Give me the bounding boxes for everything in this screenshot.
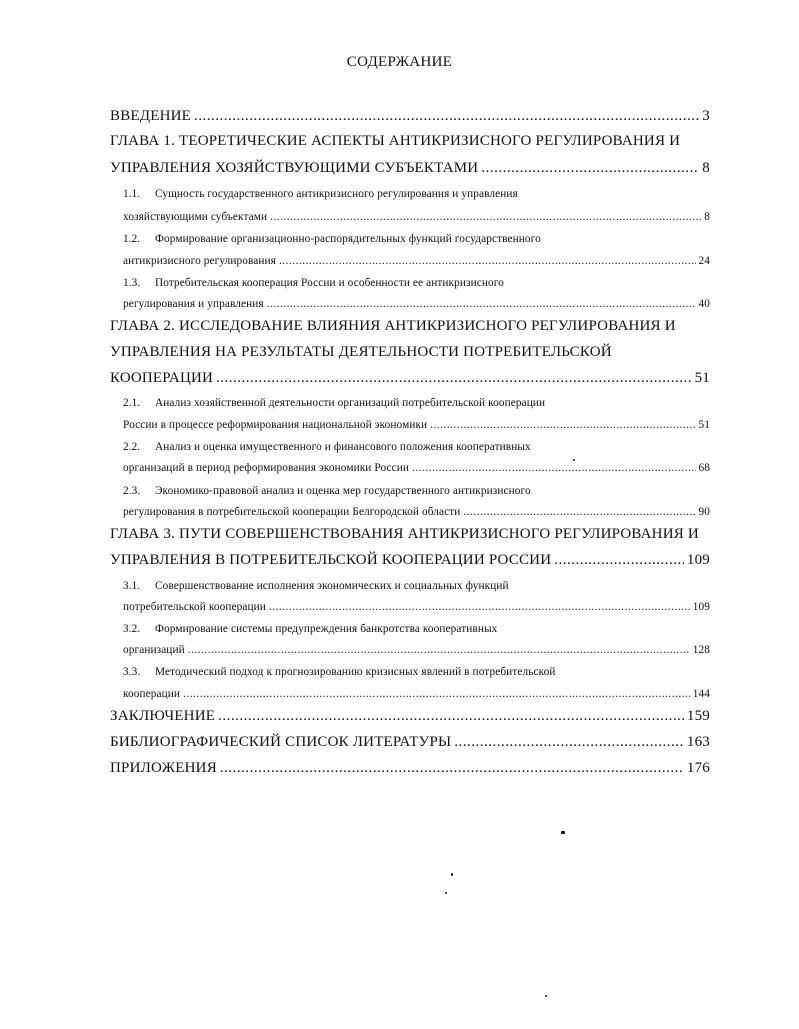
toc-section-1-3-line-2[interactable] xyxy=(123,298,710,310)
toc-section-3-2-line-2[interactable] xyxy=(123,644,710,656)
scan-speck xyxy=(445,892,447,894)
toc-entry-title: Потребительская кооперация России и особенности ее антикризисного xyxy=(155,277,504,289)
toc-section-number: 2.2. xyxy=(123,441,141,453)
page-title: СОДЕРЖАНИЕ xyxy=(346,54,453,70)
dot-leader xyxy=(554,552,684,569)
toc-section-2-2-line-2[interactable] xyxy=(123,462,710,474)
toc-section-number: 1.2. xyxy=(123,233,141,245)
dot-leader xyxy=(430,419,695,431)
toc-entry-title-continued: антикризисного регулирования xyxy=(123,255,276,267)
toc-entry-title: ВВЕДЕНИЕ xyxy=(110,108,191,124)
toc-chapter-1-line-1[interactable] xyxy=(110,133,680,150)
toc-entry-title: БИБЛИОГРАФИЧЕСКИЙ СПИСОК ЛИТЕРАТУРЫ xyxy=(110,734,452,750)
toc-section-1-2-line-2[interactable] xyxy=(123,255,710,267)
toc-entry-title: Совершенствование исполнения экономических и социальных функций xyxy=(155,580,509,592)
toc-entry-title-continued: регулирования и управления xyxy=(123,298,264,310)
dot-leader xyxy=(216,370,692,387)
toc-entry-title-continued: организаций xyxy=(123,644,185,656)
toc-entry-title-continued: КООПЕРАЦИИ xyxy=(110,370,214,386)
toc-page-number: 8 xyxy=(704,211,710,223)
toc-entry-title: Формирование организационно-распорядительных функций государственного xyxy=(155,233,541,245)
toc-entry-bibliography[interactable] xyxy=(110,734,710,751)
toc-entry-introduction[interactable] xyxy=(110,108,710,125)
dot-leader xyxy=(183,688,690,700)
toc-entry-appendices[interactable] xyxy=(110,760,710,777)
toc-entry-title: Анализ и оценка имущественного и финансового положения кооперативных xyxy=(155,441,531,453)
toc-entry-title-continued: организаций в период реформирования экономики России xyxy=(123,462,410,474)
toc-section-1-3-line-1[interactable] xyxy=(123,277,504,289)
toc-section-number: 3.1. xyxy=(123,580,141,592)
toc-section-3-1-line-1[interactable] xyxy=(123,580,509,592)
toc-entry-title-continued: хозяйствующими субъектами xyxy=(123,211,268,223)
dot-leader xyxy=(412,462,695,474)
scan-speck xyxy=(573,459,575,461)
toc-entry-title: ГЛАВА 2. ИССЛЕДОВАНИЕ ВЛИЯНИЯ АНТИКРИЗИСНОГО РЕГУЛИРОВАНИЯ И xyxy=(110,318,676,334)
toc-entry-title: Формирование системы предупреждения банкротства кооперативных xyxy=(155,623,498,635)
toc-chapter-1-line-2[interactable] xyxy=(110,160,710,177)
toc-entry-title: ГЛАВА 3. ПУТИ СОВЕРШЕНСТВОВАНИЯ АНТИКРИЗИСНОГО РЕГУЛИРОВАНИЯ И xyxy=(110,526,699,542)
toc-section-number: 3.3. xyxy=(123,666,141,678)
dot-leader xyxy=(454,734,684,751)
toc-section-1-1-line-1[interactable] xyxy=(123,188,518,200)
toc-page-number: 176 xyxy=(686,760,710,776)
dot-leader xyxy=(267,298,696,310)
toc-chapter-3-line-1[interactable] xyxy=(110,526,699,543)
toc-page-number: 68 xyxy=(698,462,710,474)
toc-section-2-2-line-1[interactable] xyxy=(123,441,531,453)
toc-chapter-2-line-3[interactable] xyxy=(110,370,710,387)
toc-entry-title-continued: УПРАВЛЕНИЯ В ПОТРЕБИТЕЛЬСКОЙ КООПЕРАЦИИ РОССИИ xyxy=(110,552,552,568)
scan-speck xyxy=(561,831,565,834)
toc-page-number: 90 xyxy=(698,506,710,518)
toc-page-number: 159 xyxy=(686,708,710,724)
toc-chapter-3-line-2[interactable] xyxy=(110,552,710,569)
toc-page-number: 8 xyxy=(702,160,710,176)
toc-page-number: 40 xyxy=(698,298,710,310)
toc-page-number: 51 xyxy=(698,419,710,431)
scan-speck xyxy=(545,995,547,997)
toc-entry-title: Анализ хозяйственной деятельности организаций потребительской кооперации xyxy=(155,397,546,409)
toc-section-2-1-line-1[interactable] xyxy=(123,397,545,409)
toc-page-number: 24 xyxy=(698,255,710,267)
toc-section-number: 2.1. xyxy=(123,397,141,409)
toc-entry-title-continued: УПРАВЛЕНИЯ ХОЗЯЙСТВУЮЩИМИ СУБЪЕКТАМИ xyxy=(110,160,479,176)
toc-section-3-1-line-2[interactable] xyxy=(123,601,710,613)
toc-entry-title-continued: УПРАВЛЕНИЯ НА РЕЗУЛЬТАТЫ ДЕЯТЕЛЬНОСТИ ПОТРЕБИТЕЛЬСКОЙ xyxy=(110,344,612,360)
toc-section-1-2-line-1[interactable] xyxy=(123,233,541,245)
toc-section-3-2-line-1[interactable] xyxy=(123,623,497,635)
toc-entry-title-continued: потребительской кооперации xyxy=(123,601,266,613)
toc-entry-title: Методический подход к прогнозированию кризисных явлений в потребительской xyxy=(155,666,556,678)
toc-section-number: 2.3. xyxy=(123,485,141,497)
dot-leader xyxy=(270,211,701,223)
toc-entry-title-continued: России в процессе реформирования национальной экономики xyxy=(123,419,428,431)
dot-leader xyxy=(194,108,699,125)
scan-speck xyxy=(451,873,453,876)
toc-entry-title: ПРИЛОЖЕНИЯ xyxy=(110,760,217,776)
dot-leader xyxy=(188,644,690,656)
toc-entry-title: Экономико-правовой анализ и оценка мер государственного антикризисного xyxy=(155,485,531,497)
dot-leader xyxy=(269,601,690,613)
toc-section-1-1-line-2[interactable] xyxy=(123,211,710,223)
toc-section-number: 1.1. xyxy=(123,188,141,200)
toc-entry-title: ЗАКЛЮЧЕНИЕ xyxy=(110,708,216,724)
toc-entry-title-continued: кооперации xyxy=(123,688,181,700)
toc-entry-title-continued: регулирования в потребительской кооперации Белгородской области xyxy=(123,506,461,518)
toc-page-number: 128 xyxy=(692,644,710,656)
toc-entry-title: Сущность государственного антикризисного регулирования и управления xyxy=(155,188,518,200)
toc-section-number: 3.2. xyxy=(123,623,141,635)
dot-leader xyxy=(481,160,699,177)
toc-entry-conclusion[interactable] xyxy=(110,708,710,725)
toc-section-2-1-line-2[interactable] xyxy=(123,419,710,431)
toc-section-2-3-line-1[interactable] xyxy=(123,485,531,497)
dot-leader xyxy=(220,760,684,777)
toc-page-number: 51 xyxy=(694,370,710,386)
dot-leader xyxy=(218,708,684,725)
toc-page-number: 109 xyxy=(692,601,710,613)
toc-section-3-3-line-2[interactable] xyxy=(123,688,710,700)
toc-page-number: 109 xyxy=(686,552,710,568)
toc-page-number: 144 xyxy=(692,688,710,700)
toc-entry-title: ГЛАВА 1. ТЕОРЕТИЧЕСКИЕ АСПЕКТЫ АНТИКРИЗИСНОГО РЕГУЛИРОВАНИЯ И xyxy=(110,133,681,149)
toc-chapter-2-line-2[interactable] xyxy=(110,344,612,361)
toc-page-number: 163 xyxy=(686,734,710,750)
dot-leader xyxy=(279,255,696,267)
toc-section-number: 1.3. xyxy=(123,277,141,289)
toc-section-2-3-line-2[interactable] xyxy=(123,506,710,518)
toc-chapter-2-line-1[interactable] xyxy=(110,318,676,335)
dot-leader xyxy=(463,506,695,518)
toc-page-number: 3 xyxy=(702,108,710,124)
toc-section-3-3-line-1[interactable] xyxy=(123,666,555,678)
